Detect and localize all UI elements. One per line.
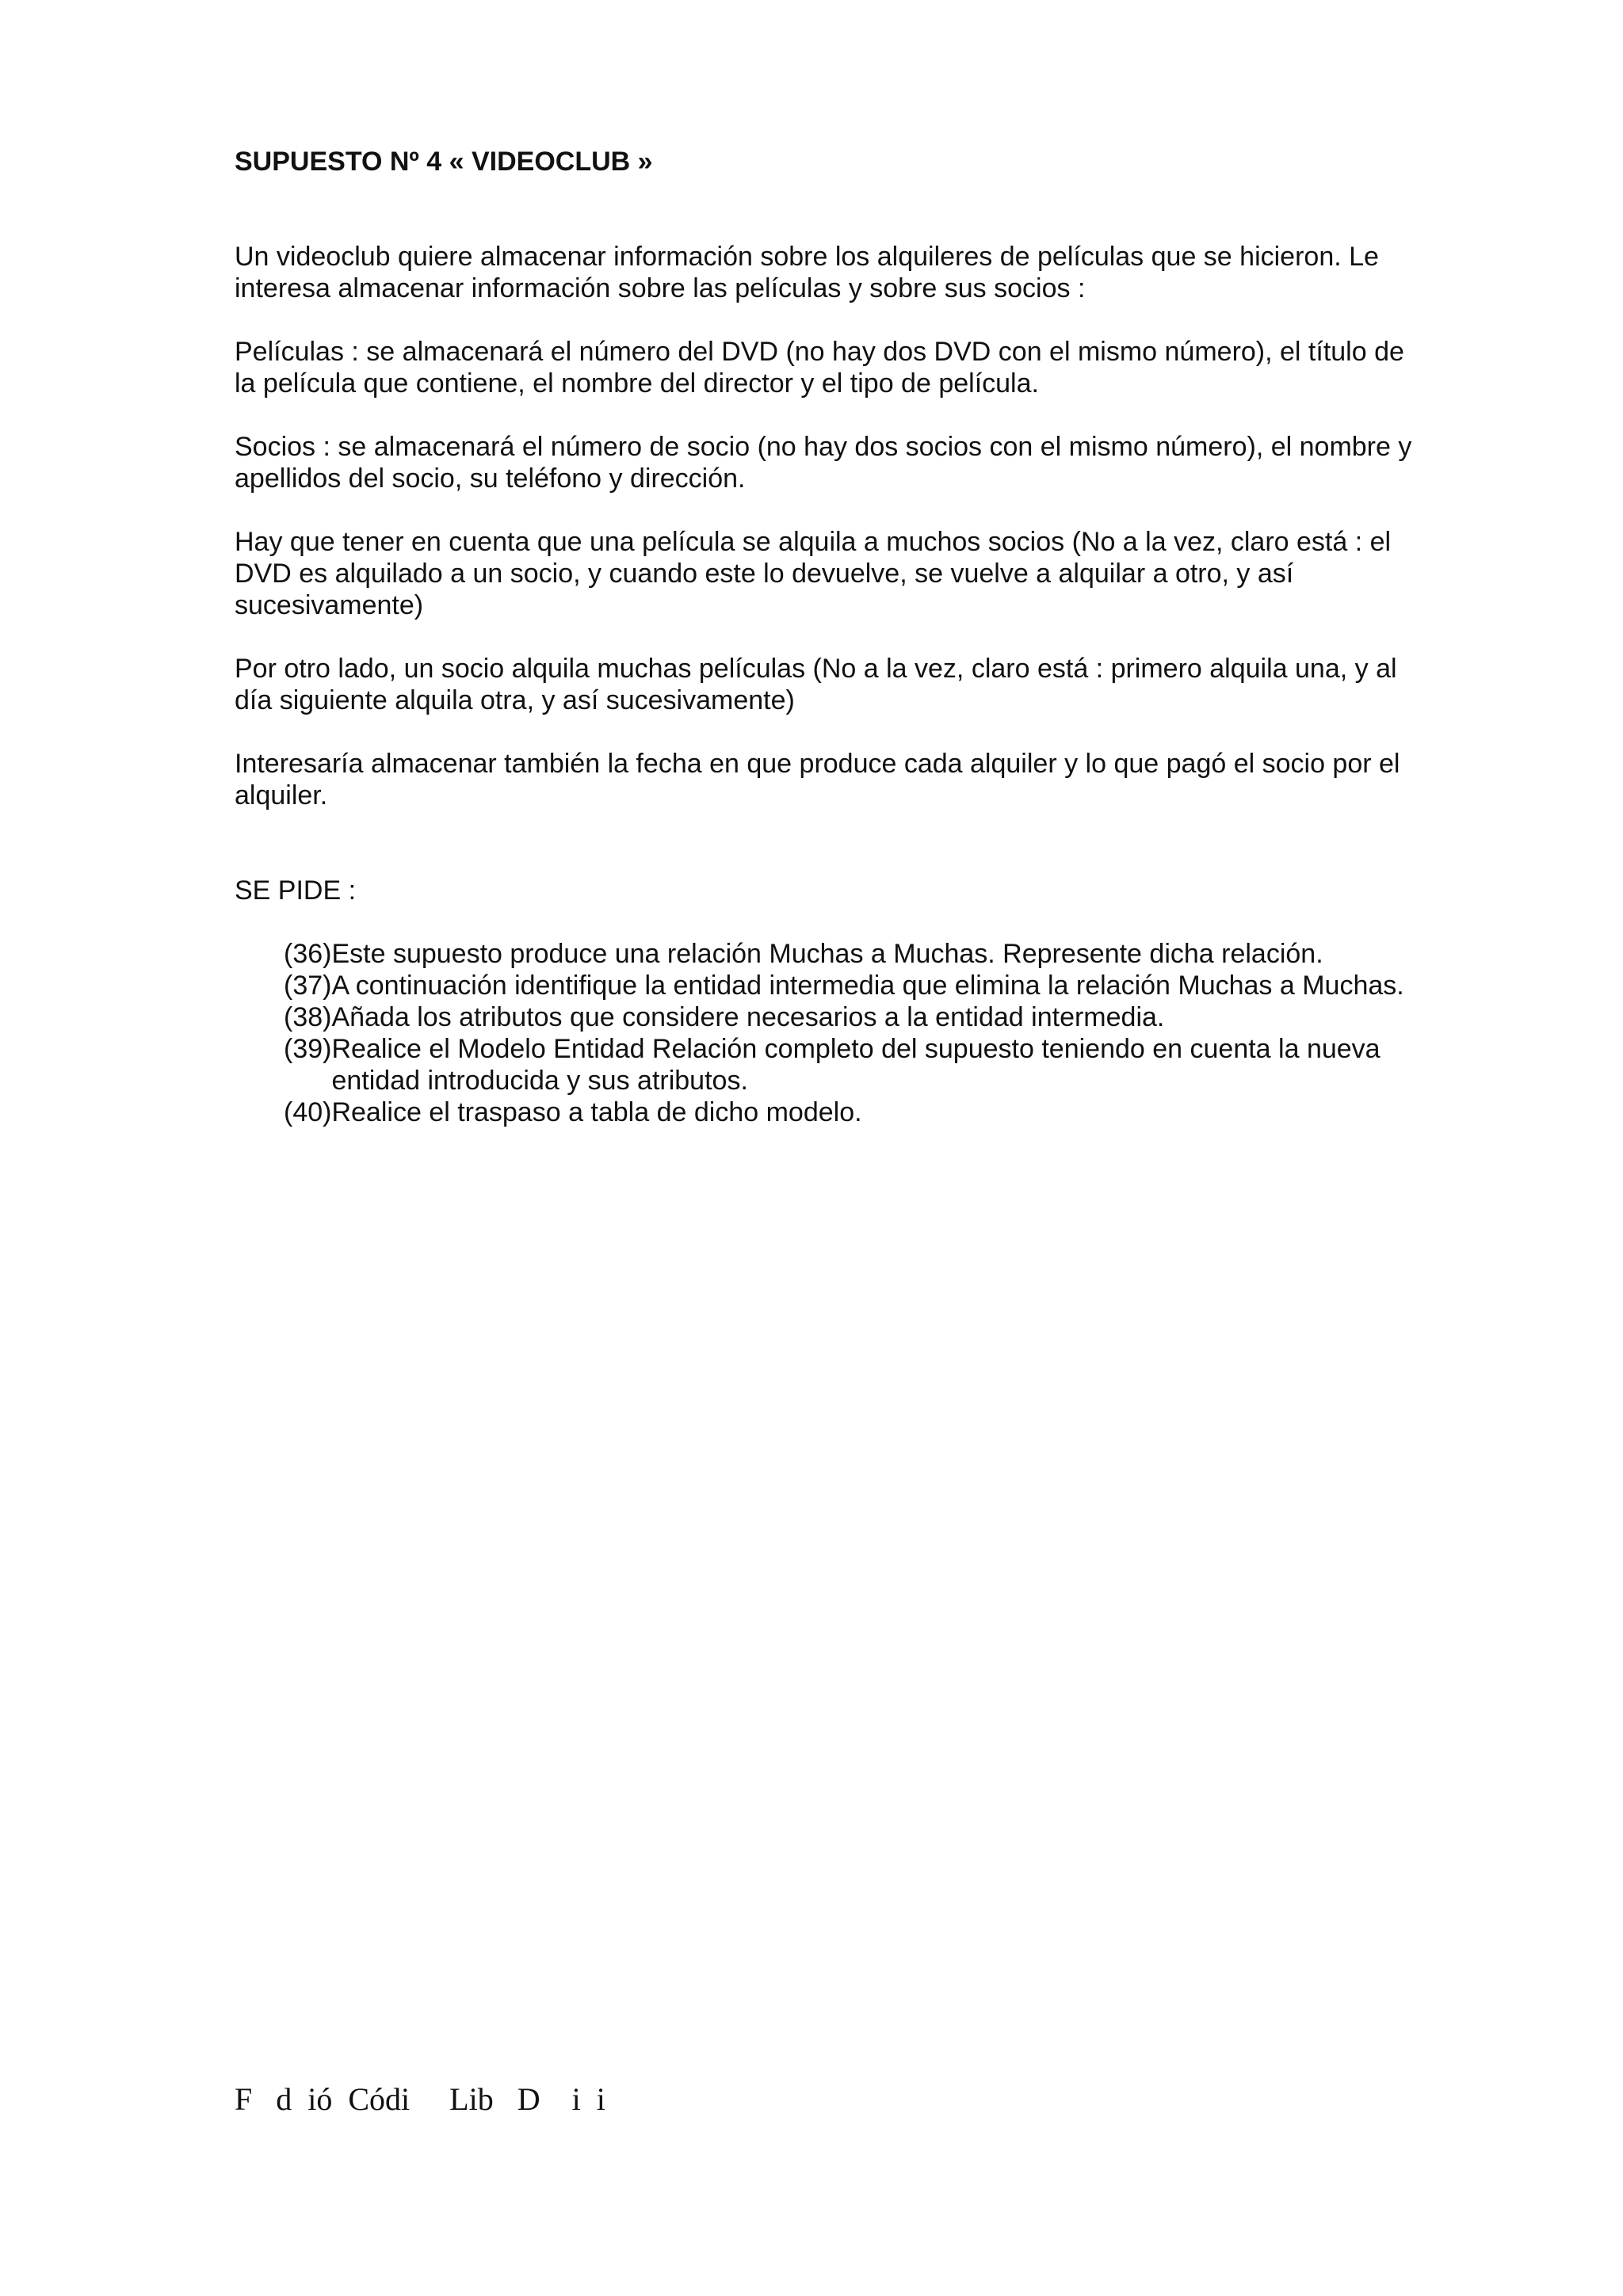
task-list (235, 938, 1423, 1128)
task-number: (39) (284, 1034, 332, 1064)
task-text: Realice el traspaso a tabla de dicho modelo. (331, 1097, 862, 1127)
list-item (284, 1033, 1423, 1097)
paragraph-socios: Socios : se almacenará el número de socio (no hay dos socios con el mismo número), el nombre y apellidos del socio, su teléfono y dirección. (235, 432, 1412, 494)
paragraph-peliculas: Películas : se almacenará el número del DVD (no hay dos DVD con el mismo número), el título de la película que contiene, el nombre del director y el tipo de película. (235, 337, 1404, 399)
document-title: SUPUESTO Nº 4 « VIDEOCLUB » (235, 147, 653, 177)
list-item (284, 970, 1423, 1001)
paragraph-relacion-socios: Por otro lado, un socio alquila muchas películas (No a la vez, claro está : primero alquila una, y al día siguiente alquila otra, y así sucesivamente) (235, 654, 1397, 715)
task-number: (36) (284, 939, 332, 969)
task-number: (38) (284, 1002, 332, 1032)
task-number: (37) (284, 971, 332, 1001)
task-text: Añada los atributos que considere necesarios a la entidad intermedia. (331, 1002, 1165, 1032)
se-pide-heading: SE PIDE : (235, 875, 357, 906)
list-item (284, 938, 1423, 970)
task-text: Este supuesto produce una relación Muchas a Muchas. Represente dicha relación. (331, 939, 1323, 969)
document-body (235, 146, 1423, 1128)
list-item (284, 1001, 1423, 1033)
task-number: (40) (284, 1097, 332, 1127)
list-item (284, 1097, 1423, 1128)
task-text: Realice el Modelo Entidad Relación completo del supuesto teniendo en cuenta la nueva entidad introducida y sus atributos. (331, 1034, 1381, 1096)
task-text: A continuación identifique la entidad intermedia que elimina la relación Muchas a Muchas. (331, 971, 1404, 1001)
paragraph-intro: Un videoclub quiere almacenar información sobre los alquileres de películas que se hicieron. Le interesa almacenar información sobre las películas y sobre sus socios : (235, 242, 1379, 303)
paragraph-fecha-alquiler: Interesaría almacenar también la fecha en que produce cada alquiler y lo que pagó el socio por el alquiler. (235, 749, 1400, 810)
paragraph-relacion-peliculas: Hay que tener en cuenta que una película se alquila a muchos socios (No a la vez, claro está : el DVD es alquilado a un socio, y cuando este lo devuelve, se vuelve a alquilar a otro, y así sucesivamente) (235, 527, 1392, 620)
page-footer: F d ió Códi Lib D i i (235, 2081, 605, 2117)
